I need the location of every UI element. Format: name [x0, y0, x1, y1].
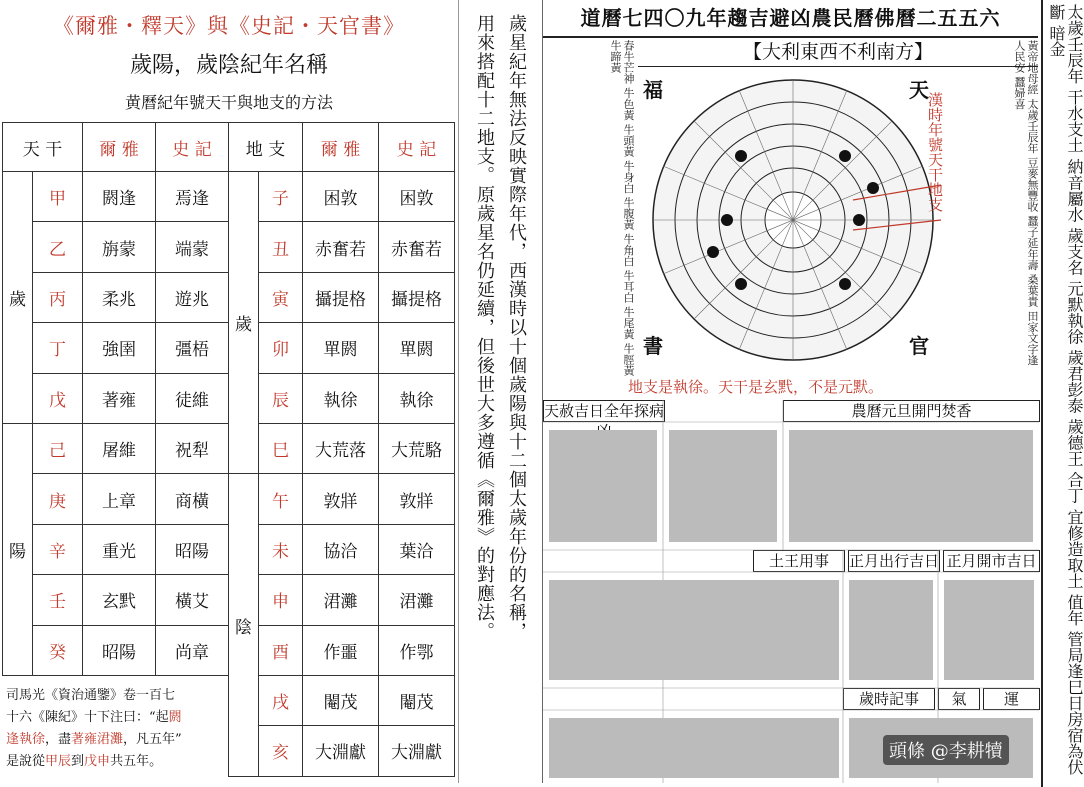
gan-cell: 庚: [33, 474, 83, 524]
shiji-zhi-cell: 執徐: [379, 373, 455, 423]
corner-tian: 天: [909, 78, 929, 102]
commentary-column-2: 用來搭配十二地支。原歲星名仍延續，但後世大多遵循《爾雅》的對應法。: [474, 14, 495, 641]
table-panel: [0, 0, 459, 783]
footnote-highlight: 閼: [168, 710, 182, 725]
commentary-panel: [459, 0, 542, 783]
corner-shu: 書: [643, 334, 663, 358]
header-erya-1: 爾 雅: [83, 123, 156, 172]
zhi-cell: 亥: [259, 726, 303, 776]
watermark: 頭條 @李耕犢: [883, 735, 1009, 765]
band-heading: 土王用事: [753, 550, 845, 572]
shiji-zhi-cell: 攝提格: [379, 272, 455, 322]
erya-gan-cell: 旃蒙: [83, 222, 156, 272]
header-shiji-1: 史 記: [156, 123, 229, 172]
zhi-cell: 巳: [259, 423, 303, 473]
shiji-gan-cell: 昭陽: [156, 524, 229, 574]
erya-zhi-cell: 閹茂: [303, 675, 379, 725]
gan-cell: 戊: [33, 373, 83, 423]
footnote-text: 到: [71, 754, 85, 769]
band-heading: 正月開市吉日: [943, 550, 1040, 572]
table-header-row: [3, 123, 455, 172]
footnote-text: 共五年。: [110, 754, 163, 769]
gan-cell: 丙: [33, 272, 83, 322]
almanac-grid: [543, 400, 1039, 783]
shiji-gan-cell: 祝犁: [156, 423, 229, 473]
erya-gan-cell: 屠維: [83, 423, 156, 473]
almanac-wheel: [643, 70, 943, 370]
erya-gan-cell: 著雍: [83, 373, 156, 423]
gan-cell: 壬: [33, 575, 83, 625]
commentary-column-1: 歲星紀年無法反映實際年代，西漢時以十個歲陽與十二個太歲年份的名稱，: [506, 14, 527, 641]
erya-gan-cell: 重光: [83, 524, 156, 574]
zhi-cell: 午: [259, 474, 303, 524]
shiji-gan-cell: 遊兆: [156, 272, 229, 322]
annotation-bottom: 地支是執徐。天干是玄黓，不是元默。: [628, 378, 884, 396]
page-subtitle: 歲陽，歲陰紀年名稱: [129, 53, 328, 78]
erya-zhi-cell: 敦牂: [303, 474, 379, 524]
header-erya-2: 爾 雅: [303, 123, 379, 172]
shiji-zhi-cell: 單閼: [379, 323, 455, 373]
shiji-zhi-cell: 赤奮若: [379, 222, 455, 272]
header-shiji-2: 史 記: [379, 123, 455, 172]
gan-cell: 辛: [33, 524, 83, 574]
shiji-gan-cell: 橫艾: [156, 575, 229, 625]
erya-zhi-cell: 作噩: [303, 625, 379, 675]
erya-zhi-cell: 涒灘: [303, 575, 379, 625]
shiji-zhi-cell: 作鄂: [379, 625, 455, 675]
spring-ox-strip: 春牛芒神 牛色黃 牛頭黃 牛身白 牛腹黃 牛角白 牛耳白 牛尾黃 牛脛黃 牛蹄黃: [609, 40, 635, 376]
gan-cell: 甲: [33, 172, 83, 222]
shiji-zhi-cell: 大淵獻: [379, 726, 455, 776]
shiji-zhi-cell: 大荒駱: [379, 423, 455, 473]
erya-gan-cell: 閼逢: [83, 172, 156, 222]
erya-zhi-cell: 困敦: [303, 172, 379, 222]
earth-mother-strip: 黃帝地母經 太歲壬辰年 豆麥無豐收 蠶子延年壽 桑葉貴 田家文字逢 人民安 蠶婦喜: [1013, 40, 1039, 366]
zhi-cell: 辰: [259, 373, 303, 423]
shiji-gan-cell: 徒維: [156, 373, 229, 423]
zhi-cell: 子: [259, 172, 303, 222]
table-caption: 黄曆紀年號天干與地支的方法: [124, 93, 333, 112]
shiji-gan-cell: 焉逢: [156, 172, 229, 222]
erya-gan-cell: 昭陽: [83, 625, 156, 675]
shiji-gan-cell: 尚章: [156, 625, 229, 675]
table-row: [3, 474, 455, 524]
erya-zhi-cell: 赤奮若: [303, 222, 379, 272]
almanac-image: [542, 0, 1084, 783]
footnote-text: ，凡五年”: [123, 732, 182, 747]
zhi-cell: 寅: [259, 272, 303, 322]
band-heading: 正月出行吉日: [849, 552, 940, 570]
group-label-sui-yang-1: 歲: [3, 172, 33, 424]
annotation-han-era: 漢時年號天干地支: [926, 92, 944, 212]
erya-zhi-cell: 大淵獻: [303, 726, 379, 776]
footnote-text: 是說從: [6, 754, 46, 769]
shiji-gan-cell: 商橫: [156, 474, 229, 524]
erya-zhi-cell: 大荒落: [303, 423, 379, 473]
almanac-side-column: 太歲壬辰年 干水支土 納音屬水 歲支名 元默執徐 歲君彭泰 歲德王 合丁 宜修造取土 值年 管局逢巳日房宿為伏斷 暗金: [1041, 0, 1083, 787]
almanac-header: 道曆七四〇九年趨吉避凶農民曆佛曆二五五六: [543, 0, 1038, 38]
band-heading: 運: [983, 688, 1040, 710]
erya-zhi-cell: 單閼: [303, 323, 379, 373]
table-row: [3, 172, 455, 222]
zhi-cell: 卯: [259, 323, 303, 373]
group-label-sui-yin-2: 陰: [229, 474, 259, 776]
zhi-cell: 戌: [259, 675, 303, 725]
zhi-cell: 丑: [259, 222, 303, 272]
gan-cell: 己: [33, 423, 83, 473]
zhi-cell: 未: [259, 524, 303, 574]
gan-cell: 丁: [33, 323, 83, 373]
almanac-grid-lines: [543, 400, 1039, 783]
erya-gan-cell: 強圉: [83, 323, 156, 373]
footnote-line: 司馬光《資治通鑒》卷一百七: [6, 688, 176, 703]
header-dizhi: 地 支: [229, 123, 303, 172]
corner-fu: 福: [643, 78, 663, 102]
footnote-highlight: 著雍涒灘: [71, 732, 124, 747]
footnote: [6, 685, 256, 773]
footnote-text: 十六《陳紀》十下注曰：“起: [6, 710, 169, 725]
zhi-cell: 酉: [259, 625, 303, 675]
footnote-highlight: 逢執徐: [6, 732, 46, 747]
group-label-sui-yang-2: 陽: [3, 423, 33, 675]
header-tiangan: 天 干: [3, 123, 83, 172]
gan-cell: 癸: [33, 625, 83, 675]
corner-guan: 官: [909, 334, 929, 358]
shiji-zhi-cell: 葉洽: [379, 524, 455, 574]
erya-gan-cell: 玄黓: [83, 575, 156, 625]
almanac-subheader: 【大利東西不利南方】: [638, 38, 1038, 67]
band-heading: 歲時記事: [843, 688, 935, 710]
page-title: 《爾雅・釋天》與《史記・天官書》: [53, 14, 405, 38]
footnote-highlight: 戊申: [84, 754, 111, 769]
sui-yang-yin-table: [2, 122, 455, 777]
gan-cell: 乙: [33, 222, 83, 272]
zhi-cell: 申: [259, 575, 303, 625]
footnote-text: ，盡: [45, 732, 72, 747]
erya-zhi-cell: 執徐: [303, 373, 379, 423]
band-heading: 天赦吉日全年探病: [544, 402, 665, 420]
shiji-zhi-cell: 閹茂: [379, 675, 455, 725]
erya-gan-cell: 柔兆: [83, 272, 156, 322]
footnote-highlight: 甲辰: [45, 754, 72, 769]
group-label-sui-yin-1: 歲: [229, 172, 259, 474]
erya-zhi-cell: 協洽: [303, 524, 379, 574]
erya-gan-cell: 上章: [83, 474, 156, 524]
band-heading: 氣: [938, 688, 980, 710]
erya-zhi-cell: 攝提格: [303, 272, 379, 322]
footnote-line: [6, 751, 256, 773]
band-heading: 農曆元旦開門焚香: [783, 400, 1040, 422]
shiji-gan-cell: 端蒙: [156, 222, 229, 272]
shiji-zhi-cell: 涒灘: [379, 575, 455, 625]
footnote-line: [6, 729, 256, 751]
shiji-zhi-cell: 敦牂: [379, 474, 455, 524]
footnote-line: [6, 707, 256, 729]
shiji-zhi-cell: 困敦: [379, 172, 455, 222]
shiji-gan-cell: 彊梧: [156, 323, 229, 373]
